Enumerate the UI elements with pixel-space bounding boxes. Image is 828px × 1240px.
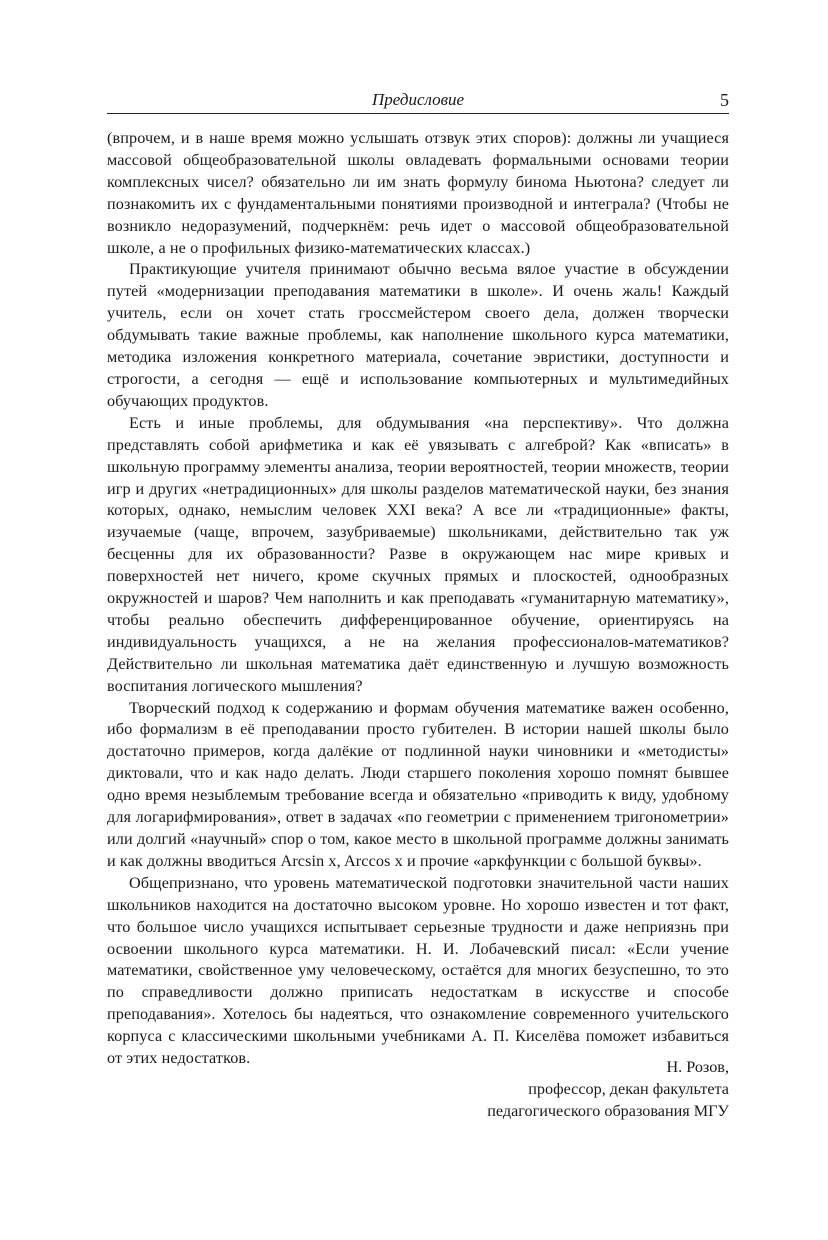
paragraph-1: (впрочем, и в наше время можно услышать отзвук этих споров): должны ли учащиеся массовой общеобразовательной школы овладевать формальными основами теории комплексных чисел? обязательно ли им знать формулу бинома Ньютона? следует ли познакомить их с фундаментальными понятиями производной и интеграла? (Чтобы не возникло недоразумений, подчеркнём: речь идет о массовой общеобразовательной школе, а не о профильных физико-математических классах.) [107,129,729,257]
paragraph-5: Общепризнано, что уровень математической подготовки значительной части наших школьников находится на достаточно высоком уровне. Но хорошо известен и тот факт, что большое число учащихся испытывает серьезные трудности и даже неприязнь при освоении школьного курса математики. Н. И. Лобачевский писал: «Если учение математики, свойственное уму человеческому, остаётся для многих безуспешно, то это по справедливости должно приписать недостаткам в искусстве и способе преподавания». Хотелось бы надеяться, что ознакомление современного учительского корпуса с классическими школьными учебниками А. П. Киселёва поможет избавиться от этих недостатков. [107,873,729,1068]
author-signature [329,1056,729,1122]
paragraph-3: Есть и иные проблемы, для обдумывания «на перспективу». Что должна представлять собой арифметика и как её увязывать с алгеброй? Как «вписать» в школьную программу элементы анализа, теории вероятностей, теории множеств, теории игр и других «нетрадиционных» для школы разделов математической науки, без знания которых, однако, немыслим человек XXI века? А все ли «традиционные» факты, изучаемые (чаще, впрочем, зазубриваемые) школьниками, действительно так уж бесценны для их образованности? Разве в окружающем нас мире кривых и поверхностей нет ничего, кроме скучных прямых и плоскостей, однообразных окружностей и шаров? Чем наполнить и как преподавать «гуманитарную математику», чтобы реально обеспечить дифференцированное обучение, ориентируясь на индивидуальность учащихся, а не на желания профессионалов-математиков? Действительно ли школьная математика даёт единственную и лучшую возможность воспитания логического мышления? [107,413,729,695]
header-rule [107,113,729,114]
author-name: Н. Розов, [666,1058,729,1076]
running-title: Предисловие [371,90,465,109]
page-number: 5 [720,90,729,110]
preface-body [107,128,729,1070]
book-page [107,0,729,1240]
paragraph-4: Творческий подход к содержанию и формам обучения математике важен особенно, ибо формализм в её преподавании просто губителен. В истории нашей школы было достаточно примеров, когда далёкие от подлинной науки чиновники и «методисты» диктовали, что и как надо делать. Люди старшего поколения хорошо помнят бывшее одно время незыблемым требование всегда и обязательно «приводить к виду, удобному для логарифмирования», ответ в задачах «по геометрии с применением тригонометрии» или долгий «научный» спор о том, какое место в школьной программе должны занимать и как должны вводиться Arcsin x, Arccos x и прочие «аркфункции с большой буквы». [107,698,729,870]
paragraph-2: Практикующие учителя принимают обычно весьма вялое участие в обсуждении путей «модернизации преподавания математики в школе». И очень жаль! Каждый учитель, если он хочет стать гроссмейстером своего дела, должен творчески обдумывать такие важные проблемы, как наполнение школьного курса математики, методика изложения конкретного материала, сочетание эвристики, доступности и строгости, а сегодня — ещё и использование компьютерных и мультимедийных обучающих продуктов. [107,260,729,410]
running-head [107,88,729,112]
author-institution: педагогического образования МГУ [487,1102,729,1120]
author-position: профессор, декан факультета [528,1080,729,1098]
